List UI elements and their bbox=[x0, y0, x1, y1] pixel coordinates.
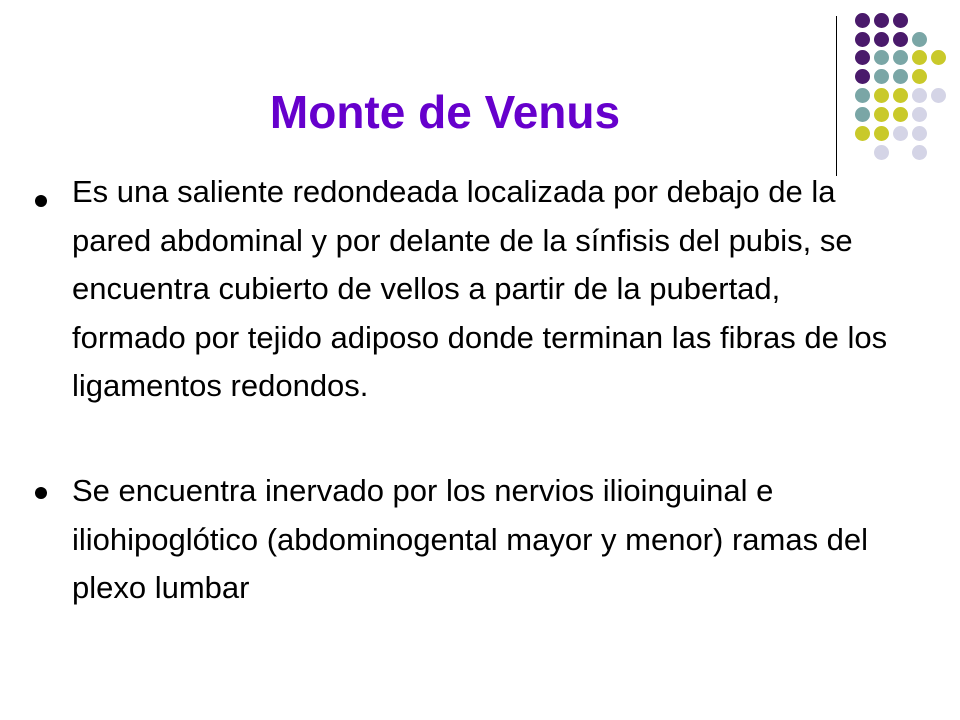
decorative-dot bbox=[931, 88, 946, 103]
decorative-dot bbox=[912, 107, 927, 122]
bullet-dot-icon bbox=[35, 195, 47, 207]
bullet-item bbox=[72, 467, 902, 613]
decorative-dot bbox=[855, 69, 870, 84]
decorative-dot bbox=[912, 32, 927, 47]
bullet-item bbox=[72, 168, 902, 411]
decorative-dot bbox=[893, 69, 908, 84]
decorative-dot bbox=[855, 126, 870, 141]
bullet-dot-icon bbox=[35, 487, 47, 499]
decorative-dot bbox=[874, 107, 889, 122]
decorative-dot bbox=[893, 32, 908, 47]
decorative-dot bbox=[855, 13, 870, 28]
decorative-dot bbox=[931, 50, 946, 65]
decorative-dot bbox=[874, 126, 889, 141]
decorative-dot bbox=[855, 32, 870, 47]
decorative-dot bbox=[874, 50, 889, 65]
decorative-dot bbox=[893, 88, 908, 103]
decorative-dot bbox=[874, 13, 889, 28]
decorative-dot bbox=[912, 145, 927, 160]
decorative-dot bbox=[912, 69, 927, 84]
decorative-dot bbox=[893, 107, 908, 122]
decorative-dot bbox=[855, 50, 870, 65]
decorative-dot bbox=[874, 69, 889, 84]
decorative-dot bbox=[893, 126, 908, 141]
decorative-dot bbox=[874, 145, 889, 160]
decorative-dot bbox=[912, 126, 927, 141]
bullet-text: Se encuentra inervado por los nervios ilioinguinal e iliohipoglótico (abdominogental mayor y menor) ramas del plexo lumbar bbox=[72, 473, 869, 606]
decorative-dot bbox=[893, 13, 908, 28]
decorative-dot bbox=[912, 88, 927, 103]
decorative-dot bbox=[893, 50, 908, 65]
decorative-dot bbox=[874, 88, 889, 103]
slide-title: Monte de Venus bbox=[269, 86, 621, 138]
bullet-text: Es una saliente redondeada localizada por debajo de la pared abdominal y por delante de la sínfisis del pubis, se encuentra cubierto de vellos a partir de la pubertad, formado por tejido adiposo donde terminan las fibras de los ligamentos redondos. bbox=[72, 174, 888, 404]
decorative-dot bbox=[855, 88, 870, 103]
decorative-dot bbox=[912, 50, 927, 65]
decorative-dot bbox=[855, 107, 870, 122]
decorative-dot bbox=[874, 32, 889, 47]
